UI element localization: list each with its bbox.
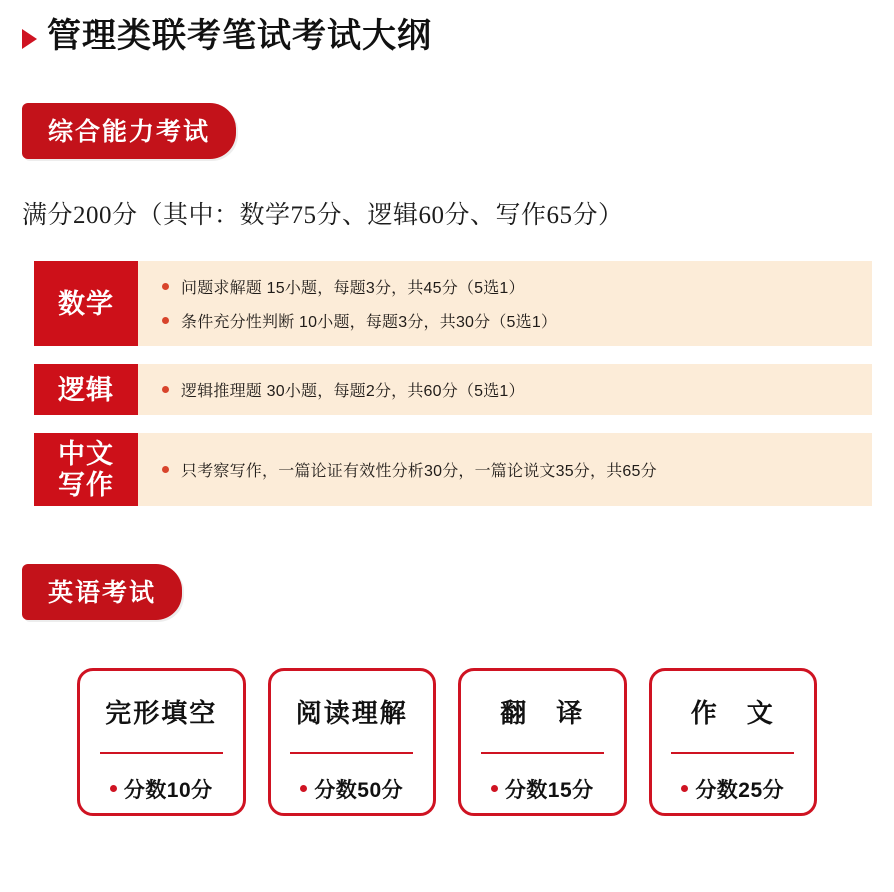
bullet-dot-icon — [162, 317, 169, 324]
page-title-text: 管理类联考笔试考试大纲 — [47, 17, 432, 55]
list-item — [162, 458, 872, 481]
subject-body-logic — [138, 364, 872, 415]
subject-tag-math: 数学 — [34, 261, 138, 346]
card-score — [491, 774, 594, 804]
subject-tag-writing-line2: 写作 — [58, 469, 114, 500]
subject-tag-writing — [34, 433, 138, 505]
bullet-dot-icon — [491, 785, 498, 792]
list-item-text: 条件充分性判断 10小题，每题3分，共30分（5选1） — [181, 314, 558, 332]
card-title: 阅读理解 — [295, 697, 408, 728]
bullet-dot-icon — [162, 386, 169, 393]
list-item — [162, 378, 872, 401]
card-title: 翻 译 — [500, 697, 585, 728]
comprehensive-score-line: 满分200分（其中：数学75分、逻辑60分、写作65分） — [22, 202, 624, 230]
subject-row-math — [34, 261, 872, 346]
card-score-text: 分数25分 — [695, 778, 785, 802]
section-comprehensive-header — [22, 103, 872, 159]
english-card-translation — [458, 668, 627, 816]
bullet-dot-icon — [300, 785, 307, 792]
subject-row-logic — [34, 364, 872, 415]
bullet-dot-icon — [162, 466, 169, 473]
bullet-dot-icon — [681, 785, 688, 792]
list-item — [162, 309, 872, 332]
card-score — [300, 774, 403, 804]
list-item-text: 只考察写作，一篇论证有效性分析30分，一篇论说文35分，共65分 — [181, 463, 657, 481]
subject-body-math — [138, 261, 872, 346]
list-item-text: 逻辑推理题 30小题，每题2分，共60分（5选1） — [181, 383, 525, 401]
card-score-text: 分数15分 — [504, 778, 594, 802]
english-card-writing — [649, 668, 818, 816]
card-divider — [100, 752, 223, 754]
bullet-dot-icon — [162, 283, 169, 290]
section-english-header — [22, 564, 872, 620]
card-title: 作 文 — [690, 697, 775, 728]
subject-row-writing — [34, 433, 872, 505]
card-score-text: 分数50分 — [314, 778, 404, 802]
card-divider — [671, 752, 794, 754]
card-score-text: 分数10分 — [123, 778, 213, 802]
english-card-cloze — [77, 668, 246, 816]
card-divider — [290, 752, 413, 754]
english-card-reading — [268, 668, 437, 816]
card-title: 完形填空 — [105, 697, 218, 728]
card-score — [110, 774, 213, 804]
subject-list — [22, 261, 872, 505]
card-divider — [481, 752, 604, 754]
subject-tag-logic: 逻辑 — [34, 364, 138, 415]
card-score — [681, 774, 784, 804]
subject-tag-writing-line1: 中文 — [58, 439, 114, 470]
bullet-dot-icon — [110, 785, 117, 792]
triangle-right-icon — [22, 29, 37, 49]
list-item-text: 问题求解题 15小题，每题3分，共45分（5选1） — [181, 280, 525, 298]
section-ribbon-label: 综合能力考试 — [22, 103, 236, 159]
page-title — [22, 0, 872, 55]
english-card-list — [22, 668, 872, 816]
section-ribbon-label: 英语考试 — [22, 564, 182, 620]
subject-body-writing — [138, 433, 872, 505]
list-item — [162, 275, 872, 298]
